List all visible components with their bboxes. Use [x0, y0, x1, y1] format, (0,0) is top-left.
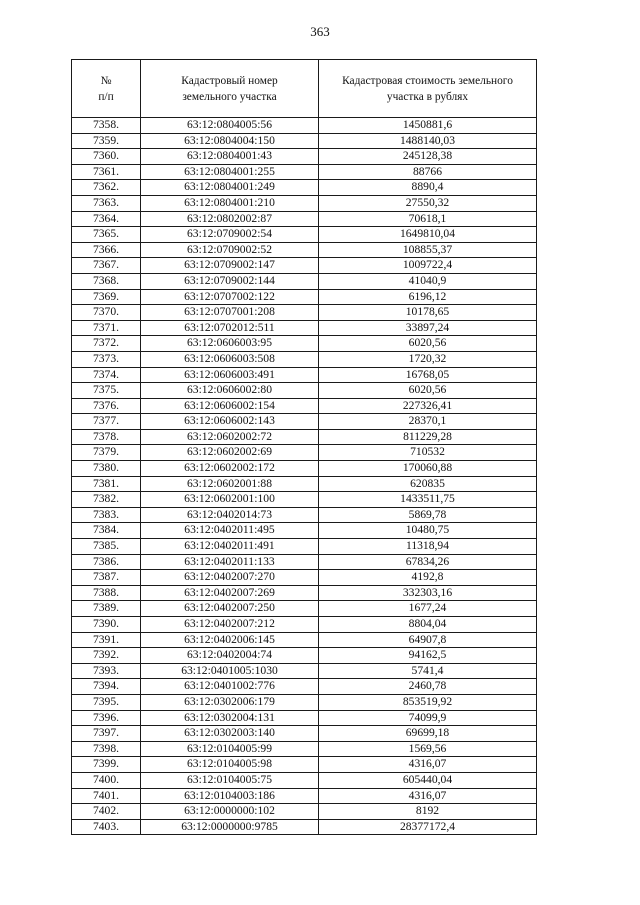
cell-cadastral-value: 28370,1 [319, 414, 537, 430]
cell-cadastral-number: 63:12:0709002:147 [141, 258, 319, 274]
cell-cadastral-value: 245128,38 [319, 149, 537, 165]
table-row [72, 539, 537, 555]
cell-cadastral-number: 63:12:0606002:154 [141, 398, 319, 414]
table-row [72, 601, 537, 617]
cell-cadastral-value: 10480,75 [319, 523, 537, 539]
cell-row-number: 7374. [72, 367, 141, 383]
cell-cadastral-number: 63:12:0709002:52 [141, 242, 319, 258]
cell-cadastral-value: 6020,56 [319, 336, 537, 352]
cell-row-number: 7380. [72, 461, 141, 477]
cell-row-number: 7393. [72, 663, 141, 679]
table-row [72, 180, 537, 196]
cell-cadastral-value: 1488140,03 [319, 133, 537, 149]
table-row [72, 149, 537, 165]
cell-cadastral-number: 63:12:0804001:255 [141, 164, 319, 180]
cell-cadastral-number: 63:12:0702012:511 [141, 320, 319, 336]
cell-cadastral-number: 63:12:0402011:133 [141, 554, 319, 570]
cell-cadastral-number: 63:12:0402014:73 [141, 507, 319, 523]
cell-row-number: 7394. [72, 679, 141, 695]
cell-cadastral-number: 63:12:0606003:491 [141, 367, 319, 383]
cell-cadastral-number: 63:12:0104005:99 [141, 741, 319, 757]
cadastral-table [71, 59, 537, 835]
table-row [72, 585, 537, 601]
table-row [72, 242, 537, 258]
cell-cadastral-number: 63:12:0804001:210 [141, 195, 319, 211]
cell-cadastral-value: 5869,78 [319, 507, 537, 523]
cell-row-number: 7385. [72, 539, 141, 555]
cell-cadastral-value: 27550,32 [319, 195, 537, 211]
cell-row-number: 7392. [72, 648, 141, 664]
cell-cadastral-value: 8192 [319, 804, 537, 820]
cell-row-number: 7358. [72, 118, 141, 134]
table-row [72, 804, 537, 820]
cell-row-number: 7366. [72, 242, 141, 258]
cell-row-number: 7395. [72, 694, 141, 710]
cell-cadastral-value: 6196,12 [319, 289, 537, 305]
header-number: № п/п [72, 60, 141, 118]
table-row [72, 429, 537, 445]
cell-row-number: 7368. [72, 273, 141, 289]
table-row [72, 788, 537, 804]
table-row [72, 273, 537, 289]
cell-row-number: 7372. [72, 336, 141, 352]
cell-cadastral-value: 605440,04 [319, 772, 537, 788]
table-row [72, 663, 537, 679]
table-row [72, 367, 537, 383]
cell-cadastral-number: 63:12:0402006:145 [141, 632, 319, 648]
cell-cadastral-value: 1569,56 [319, 741, 537, 757]
cell-cadastral-value: 74099,9 [319, 710, 537, 726]
cell-row-number: 7383. [72, 507, 141, 523]
table-row [72, 445, 537, 461]
cell-cadastral-value: 5741,4 [319, 663, 537, 679]
cell-cadastral-value: 33897,24 [319, 320, 537, 336]
cell-cadastral-number: 63:12:0402007:250 [141, 601, 319, 617]
cell-row-number: 7400. [72, 772, 141, 788]
table-row [72, 632, 537, 648]
table-row [72, 507, 537, 523]
cell-cadastral-value: 41040,9 [319, 273, 537, 289]
cell-cadastral-value: 2460,78 [319, 679, 537, 695]
cell-row-number: 7359. [72, 133, 141, 149]
cell-row-number: 7402. [72, 804, 141, 820]
cell-row-number: 7375. [72, 383, 141, 399]
cell-cadastral-value: 1677,24 [319, 601, 537, 617]
cell-cadastral-number: 63:12:0707002:122 [141, 289, 319, 305]
cell-row-number: 7381. [72, 476, 141, 492]
table-row [72, 195, 537, 211]
cell-cadastral-value: 16768,05 [319, 367, 537, 383]
cell-row-number: 7376. [72, 398, 141, 414]
cell-cadastral-number: 63:12:0804001:43 [141, 149, 319, 165]
cell-cadastral-value: 1433511,75 [319, 492, 537, 508]
cell-cadastral-value: 64907,8 [319, 632, 537, 648]
table-row [72, 554, 537, 570]
cell-row-number: 7401. [72, 788, 141, 804]
table-row [72, 757, 537, 773]
cell-cadastral-number: 63:12:0000000:9785 [141, 819, 319, 835]
table-row [72, 305, 537, 321]
cell-cadastral-value: 1450881,6 [319, 118, 537, 134]
cell-cadastral-number: 63:12:0802002:87 [141, 211, 319, 227]
cell-row-number: 7378. [72, 429, 141, 445]
cell-cadastral-value: 710532 [319, 445, 537, 461]
table-row [72, 570, 537, 586]
cell-cadastral-value: 4316,07 [319, 788, 537, 804]
table-row [72, 414, 537, 430]
cell-row-number: 7397. [72, 726, 141, 742]
cell-cadastral-value: 108855,37 [319, 242, 537, 258]
cell-row-number: 7387. [72, 570, 141, 586]
cell-row-number: 7361. [72, 164, 141, 180]
cell-cadastral-value: 1720,32 [319, 351, 537, 367]
cell-cadastral-number: 63:12:0804001:249 [141, 180, 319, 196]
cell-cadastral-number: 63:12:0302004:131 [141, 710, 319, 726]
cell-cadastral-number: 63:12:0606002:80 [141, 383, 319, 399]
cell-cadastral-number: 63:12:0606002:143 [141, 414, 319, 430]
cell-cadastral-number: 63:12:0602002:69 [141, 445, 319, 461]
cell-cadastral-value: 6020,56 [319, 383, 537, 399]
cell-cadastral-value: 853519,92 [319, 694, 537, 710]
table-row [72, 523, 537, 539]
cell-row-number: 7388. [72, 585, 141, 601]
cell-cadastral-number: 63:12:0709002:54 [141, 227, 319, 243]
cell-cadastral-number: 63:12:0402007:269 [141, 585, 319, 601]
table-row [72, 492, 537, 508]
cell-row-number: 7379. [72, 445, 141, 461]
cell-cadastral-number: 63:12:0402011:495 [141, 523, 319, 539]
cell-cadastral-value: 620835 [319, 476, 537, 492]
cell-row-number: 7369. [72, 289, 141, 305]
cell-row-number: 7390. [72, 617, 141, 633]
header-cadastral-value: Кадастровая стоимость земельного участка в рублях [319, 60, 537, 118]
cell-row-number: 7382. [72, 492, 141, 508]
cell-row-number: 7360. [72, 149, 141, 165]
cell-cadastral-value: 4316,07 [319, 757, 537, 773]
cell-cadastral-number: 63:12:0402011:491 [141, 539, 319, 555]
header-row [72, 60, 537, 118]
cell-row-number: 7391. [72, 632, 141, 648]
table-row [72, 133, 537, 149]
cell-cadastral-value: 332303,16 [319, 585, 537, 601]
table-row [72, 741, 537, 757]
table-row [72, 289, 537, 305]
cell-cadastral-number: 63:12:0402004:74 [141, 648, 319, 664]
table-header [72, 60, 537, 118]
cell-cadastral-number: 63:12:0804004:150 [141, 133, 319, 149]
cell-row-number: 7370. [72, 305, 141, 321]
cell-row-number: 7398. [72, 741, 141, 757]
table-row [72, 164, 537, 180]
cell-cadastral-value: 88766 [319, 164, 537, 180]
cell-cadastral-number: 63:12:0804005:56 [141, 118, 319, 134]
cell-cadastral-value: 70618,1 [319, 211, 537, 227]
table-row [72, 772, 537, 788]
table-row [72, 320, 537, 336]
table-row [72, 227, 537, 243]
cell-cadastral-number: 63:12:0602002:172 [141, 461, 319, 477]
cell-cadastral-value: 67834,26 [319, 554, 537, 570]
table-row [72, 679, 537, 695]
table-row [72, 476, 537, 492]
cell-cadastral-value: 69699,18 [319, 726, 537, 742]
table-row [72, 211, 537, 227]
cell-cadastral-value: 8804,04 [319, 617, 537, 633]
cell-cadastral-number: 63:12:0000000:102 [141, 804, 319, 820]
table-row [72, 336, 537, 352]
cell-cadastral-value: 1009722,4 [319, 258, 537, 274]
cell-row-number: 7367. [72, 258, 141, 274]
table-row [72, 118, 537, 134]
cell-cadastral-number: 63:12:0401002:776 [141, 679, 319, 695]
cell-cadastral-value: 94162,5 [319, 648, 537, 664]
cell-cadastral-number: 63:12:0602001:88 [141, 476, 319, 492]
table-row [72, 461, 537, 477]
table-row [72, 694, 537, 710]
cell-cadastral-number: 63:12:0602001:100 [141, 492, 319, 508]
cell-row-number: 7389. [72, 601, 141, 617]
table-row [72, 398, 537, 414]
cell-cadastral-value: 170060,88 [319, 461, 537, 477]
cell-cadastral-number: 63:12:0104003:186 [141, 788, 319, 804]
table-row [72, 710, 537, 726]
cell-cadastral-number: 63:12:0606003:508 [141, 351, 319, 367]
cell-cadastral-number: 63:12:0402007:212 [141, 617, 319, 633]
table-row [72, 617, 537, 633]
page-number: 363 [310, 24, 330, 39]
table-row [72, 383, 537, 399]
cell-cadastral-number: 63:12:0707001:208 [141, 305, 319, 321]
cell-cadastral-number: 63:12:0104005:98 [141, 757, 319, 773]
cell-cadastral-value: 11318,94 [319, 539, 537, 555]
cell-cadastral-value: 1649810,04 [319, 227, 537, 243]
table-body [72, 118, 537, 835]
header-cadastral-number: Кадастровый номер земельного участка [141, 60, 319, 118]
cell-cadastral-number: 63:12:0302006:179 [141, 694, 319, 710]
cell-row-number: 7363. [72, 195, 141, 211]
cell-row-number: 7399. [72, 757, 141, 773]
cell-cadastral-value: 811229,28 [319, 429, 537, 445]
cell-row-number: 7362. [72, 180, 141, 196]
cell-cadastral-value: 4192,8 [319, 570, 537, 586]
table-row [72, 648, 537, 664]
cell-cadastral-number: 63:12:0302003:140 [141, 726, 319, 742]
cell-cadastral-number: 63:12:0402007:270 [141, 570, 319, 586]
cell-cadastral-number: 63:12:0606003:95 [141, 336, 319, 352]
cell-row-number: 7373. [72, 351, 141, 367]
cell-row-number: 7384. [72, 523, 141, 539]
cell-cadastral-value: 227326,41 [319, 398, 537, 414]
cell-row-number: 7371. [72, 320, 141, 336]
cell-cadastral-value: 28377172,4 [319, 819, 537, 835]
cell-cadastral-value: 8890,4 [319, 180, 537, 196]
cell-cadastral-number: 63:12:0401005:1030 [141, 663, 319, 679]
table-row [72, 726, 537, 742]
cell-cadastral-number: 63:12:0602002:72 [141, 429, 319, 445]
cell-row-number: 7364. [72, 211, 141, 227]
cell-cadastral-number: 63:12:0104005:75 [141, 772, 319, 788]
table-row [72, 258, 537, 274]
cell-cadastral-number: 63:12:0709002:144 [141, 273, 319, 289]
cell-cadastral-value: 10178,65 [319, 305, 537, 321]
cell-row-number: 7403. [72, 819, 141, 835]
table-row [72, 351, 537, 367]
cell-row-number: 7396. [72, 710, 141, 726]
table-row [72, 819, 537, 835]
cell-row-number: 7365. [72, 227, 141, 243]
cell-row-number: 7386. [72, 554, 141, 570]
cell-row-number: 7377. [72, 414, 141, 430]
